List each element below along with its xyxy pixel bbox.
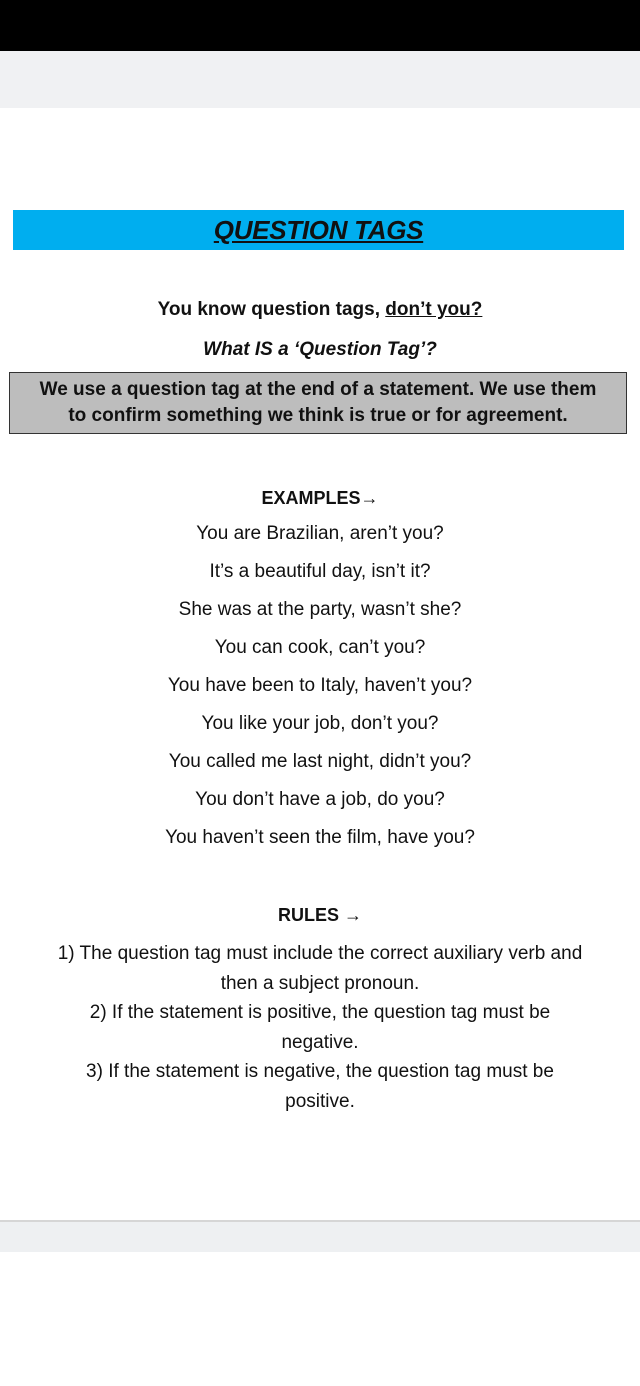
rule-line: 3) If the statement is negative, the question tag must be [86, 1061, 554, 1082]
page-title: QUESTION TAGS [213, 214, 424, 245]
example-item: You like your job, don’t you? [201, 713, 439, 734]
what-is-heading: What IS a ‘Question Tag’? [203, 339, 437, 360]
viewer-bottom-gap [0, 1222, 640, 1252]
example-item: You are Brazilian, aren’t you? [196, 523, 444, 544]
rule-item [0, 939, 640, 998]
example-item: You haven’t seen the film, have you? [165, 827, 475, 848]
rules-heading: RULES → [277, 905, 362, 925]
intro-tag: don’t you? [385, 299, 483, 320]
rule-line: 2) If the statement is positive, the question tag must be [89, 1002, 551, 1023]
rule-line: positive. [285, 1090, 355, 1112]
definition-line-2: to confirm something we think is true or for agreement. [68, 405, 568, 426]
rule-item [0, 998, 640, 1057]
document-page[interactable] [0, 108, 640, 1222]
status-bar [0, 0, 640, 51]
rules-list [0, 939, 640, 1116]
next-page-area [0, 1252, 640, 1386]
example-item: She was at the party, wasn’t she? [178, 599, 462, 620]
example-item: It’s a beautiful day, isn’t it? [209, 561, 431, 582]
example-item: You don’t have a job, do you? [195, 789, 445, 810]
rule-line: 1) The question tag must include the correct auxiliary verb and [57, 943, 583, 964]
example-item: You can cook, can’t you? [214, 637, 426, 658]
definition-line-1: We use a question tag at the end of a statement. We use them [39, 379, 597, 400]
rule-line: then a subject pronoun. [220, 972, 420, 994]
title-banner [13, 210, 624, 250]
intro-line [0, 298, 640, 322]
examples-list [0, 522, 640, 864]
viewer-top-gap [0, 51, 640, 108]
rule-item [0, 1057, 640, 1116]
examples-heading: EXAMPLES→ [261, 488, 379, 508]
definition-box [9, 372, 627, 434]
example-item: You called me last night, didn’t you? [168, 751, 472, 772]
intro-statement: You know question tags, [157, 299, 386, 320]
example-item: You have been to Italy, haven’t you? [167, 675, 473, 696]
rule-line: negative. [281, 1031, 359, 1053]
